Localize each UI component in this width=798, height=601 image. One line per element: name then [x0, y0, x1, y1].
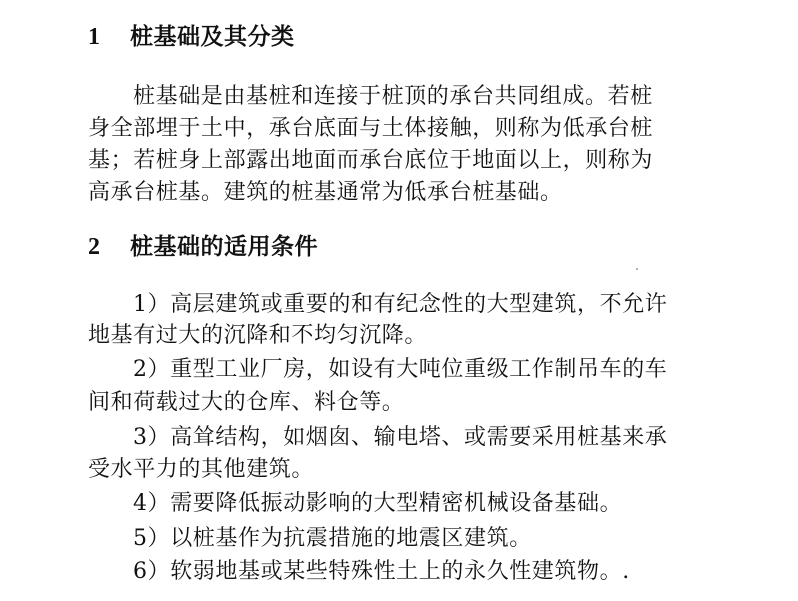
list-item-line: 3）高耸结构，如烟囱、输电塔、或需要采用桩基来承 — [133, 425, 668, 450]
section-2-number: 2 — [88, 234, 101, 260]
list-item-line: 1）高层建筑或重要的和有纪念性的大型建筑，不允许 — [133, 292, 668, 317]
section-1-title: 桩基础及其分类 — [130, 24, 295, 50]
section-2-title: 桩基础的适用条件 — [130, 234, 318, 260]
section-2-heading — [88, 232, 318, 262]
section-1-paragraph-line: 身全部埋于土中，承台底面与土体接触，则称为低承台桩 — [88, 116, 654, 141]
list-item-line: 6）软弱地基或某些特殊性土上的永久性建筑物。. — [133, 559, 630, 584]
section-1-paragraph-line: 桩基础是由基桩和连接于桩顶的承台共同组成。若桩 — [133, 84, 653, 109]
section-1-paragraph-line: 基；若桩身上部露出地面而承台底位于地面以上，则称为 — [88, 148, 654, 173]
scan-speck — [636, 268, 638, 270]
list-item-line: 2）重型工业厂房，如设有大吨位重级工作制吊车的车 — [133, 357, 668, 382]
list-item-line: 地基有过大的沉降和不均匀沉降。 — [88, 323, 428, 348]
list-item-line: 4）需要降低振动影响的大型精密机械设备基础。 — [133, 491, 623, 516]
list-item-line: 5）以桩基作为抗震措施的地震区建筑。 — [133, 526, 532, 551]
section-1-number: 1 — [88, 24, 101, 50]
section-1-heading — [88, 22, 295, 52]
list-item-line: 受水平力的其他建筑。 — [88, 457, 315, 482]
list-item-line: 间和荷载过大的仓库、料仓等。 — [88, 390, 405, 415]
section-1-paragraph-line: 高承台桩基。建筑的桩基通常为低承台桩基础。 — [88, 180, 563, 205]
